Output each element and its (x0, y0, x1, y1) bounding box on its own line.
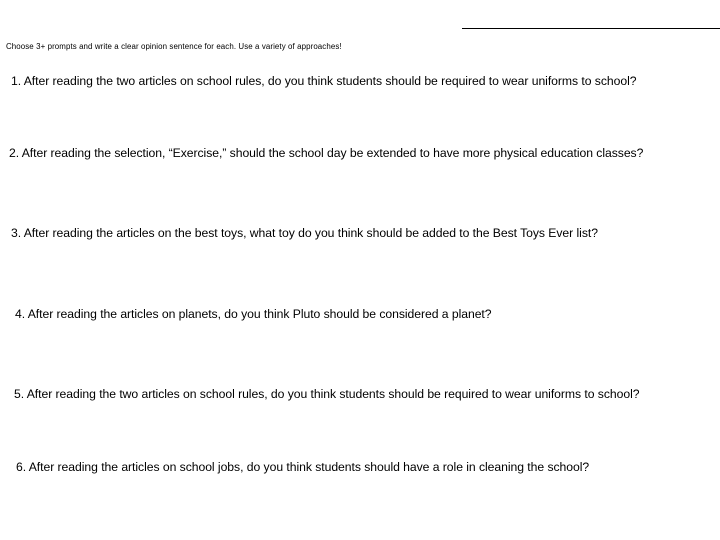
prompt-2: 2. After reading the selection, “Exercise,” should the school day be extended to have more physical education classes? (9, 146, 644, 160)
worksheet-instructions: Choose 3+ prompts and write a clear opinion sentence for each. Use a variety of approaches! (6, 42, 342, 51)
name-blank-line (462, 28, 720, 29)
prompt-5: 5. After reading the two articles on school rules, do you think students should be required to wear uniforms to school? (14, 387, 640, 401)
prompt-6: 6. After reading the articles on school jobs, do you think students should have a role in cleaning the school? (16, 460, 590, 474)
prompt-1: 1. After reading the two articles on school rules, do you think students should be required to wear uniforms to school? (11, 74, 637, 88)
prompt-4: 4. After reading the articles on planets, do you think Pluto should be considered a planet? (15, 307, 492, 321)
prompt-3: 3. After reading the articles on the best toys, what toy do you think should be added to the Best Toys Ever list? (11, 226, 598, 240)
